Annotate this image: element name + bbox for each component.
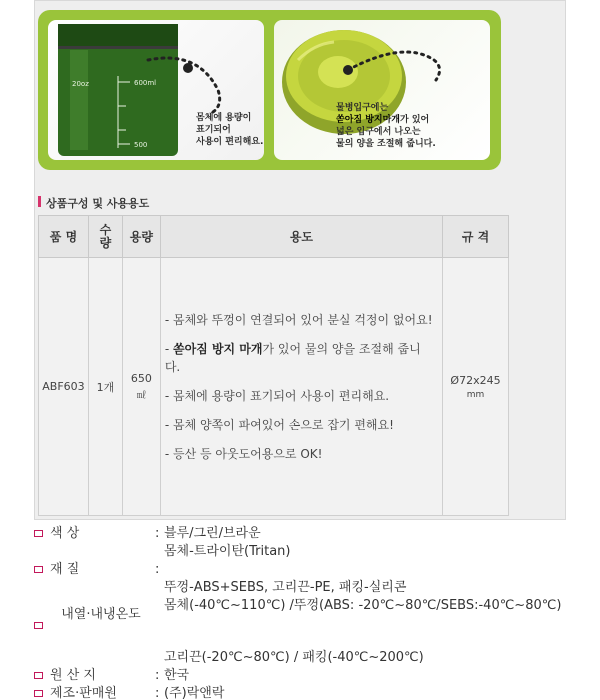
info-label: 재 질 <box>50 562 80 577</box>
cell-qty: 1개 <box>88 258 122 516</box>
cap-caption-line: 넓은 입구에서 나오는 <box>336 127 421 137</box>
table-row <box>39 258 509 516</box>
scale-label-oz: 20oz <box>72 80 89 88</box>
info-row-material <box>34 561 594 579</box>
info-row-origin <box>34 667 594 685</box>
info-label: 원 산 지 <box>50 668 96 683</box>
cell-usage <box>160 258 442 516</box>
bullet-icon <box>34 672 43 679</box>
spec-unit: mm <box>466 389 485 400</box>
info-row-color <box>34 525 594 543</box>
cell-spec <box>443 258 509 516</box>
scale-caption <box>196 112 263 148</box>
cap-caption-emphasis: 쏟아짐 방지마개 <box>336 115 400 125</box>
cap-caption-line: 물의 양을 조절해 줍니다. <box>336 139 436 149</box>
anti-spill-cap-panel <box>274 20 490 160</box>
scale-caption-line: 몸체에 용량이 <box>196 113 252 123</box>
cap-caption-suffix: 가 있어 <box>400 115 430 125</box>
usage-item: - 몸체에 용량이 표기되어 사용이 편리해요. <box>164 388 390 403</box>
info-row-maker <box>34 685 594 700</box>
header-qty-line: 수 <box>99 222 112 237</box>
usage-item: - 몸체 양쪽이 파여있어 손으로 잡기 편해요! <box>164 417 394 432</box>
usage-prefix: - <box>164 341 173 356</box>
info-colon: : <box>155 668 160 683</box>
info-row-material-bottom <box>34 579 594 597</box>
table-header-row <box>39 216 509 258</box>
header-usage: 용도 <box>160 216 442 258</box>
info-colon: : <box>155 526 160 541</box>
usage-text: 가 있어 물의 양을 조절해 줍니다. <box>164 341 421 374</box>
cell-capacity <box>122 258 160 516</box>
info-value: 뚜껑-ABS+SEBS, 고리끈-PE, 패킹-실리콘 <box>164 580 407 595</box>
header-capacity: 용량 <box>122 216 160 258</box>
info-row-temperature-extra <box>34 649 594 667</box>
info-row-temperature <box>34 597 594 649</box>
info-value: 고리끈(-20℃~80℃) / 패킹(-40℃~200℃) <box>164 650 424 665</box>
scale-caption-line: 사용이 편리해요. <box>196 137 264 147</box>
info-label: 내열·내냉온도 <box>61 607 141 622</box>
product-spec-table <box>38 215 509 516</box>
header-qty <box>88 216 122 258</box>
info-value: 몸체-트라이탄(Tritan) <box>164 544 291 559</box>
scale-caption-line: 표기되어 <box>196 125 231 135</box>
section-title: 상품구성 및 사용용도 <box>38 195 149 211</box>
info-label: 색 상 <box>50 526 80 541</box>
bullet-icon <box>34 622 43 629</box>
header-spec: 규 격 <box>443 216 509 258</box>
info-value: (주)락앤락 <box>164 686 225 700</box>
feature-banner <box>38 10 501 170</box>
header-name: 품 명 <box>39 216 89 258</box>
info-value: 블루/그린/브라운 <box>164 526 261 541</box>
header-qty-line: 량 <box>99 235 112 250</box>
usage-item: - 몸체와 뚜껑이 연결되어 있어 분실 걱정이 없어요! <box>164 312 433 327</box>
bottle-scale-panel <box>48 20 264 160</box>
bullet-icon <box>34 566 43 573</box>
info-value: 몸체(-40℃~110℃) /뚜껑(ABS: -20℃~80℃/SEBS:-40℃~80℃) <box>164 598 562 613</box>
product-info-list <box>34 525 594 700</box>
scale-label-500: 500 <box>134 141 148 149</box>
capacity-unit: ㎖ <box>136 391 146 401</box>
info-value: 한국 <box>164 668 190 683</box>
cap-caption-line: 물병입구에는 <box>336 103 389 113</box>
info-row-material-top <box>34 543 594 561</box>
info-colon: : <box>155 686 160 700</box>
bullet-icon <box>34 530 43 537</box>
usage-item <box>165 340 436 376</box>
cap-caption <box>336 102 486 150</box>
scale-label-600ml: 600ml <box>134 79 157 87</box>
info-colon: : <box>155 562 160 577</box>
spec-value: Ø72x245 <box>450 373 501 387</box>
usage-emphasis: 쏟아짐 방지 마개 <box>172 341 263 356</box>
cap-caption-line <box>336 114 486 126</box>
capacity-value: 650 <box>130 372 152 385</box>
usage-item: - 등산 등 아웃도어용으로 OK! <box>164 446 323 461</box>
cell-name: ABF603 <box>39 258 89 516</box>
info-label: 제조·판매원 <box>50 686 117 700</box>
bullet-icon <box>34 690 43 697</box>
